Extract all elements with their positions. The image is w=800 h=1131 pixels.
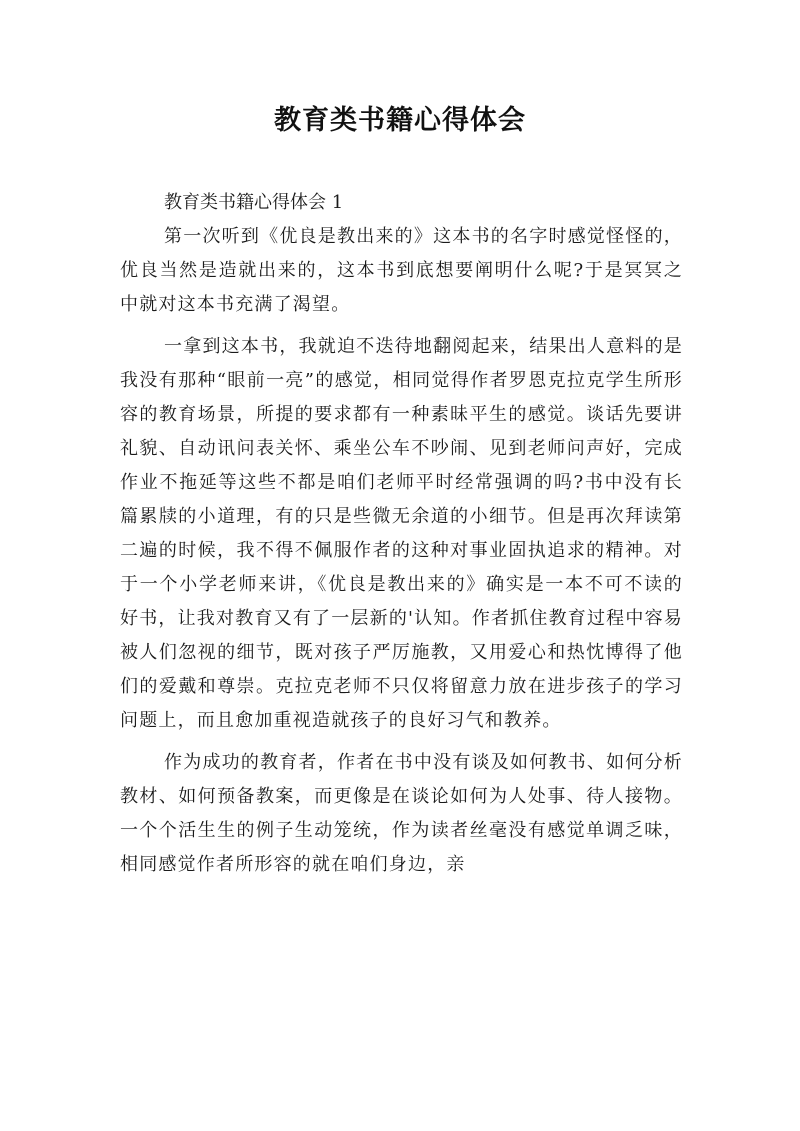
- document-title: 教育类书籍心得体会: [274, 105, 526, 136]
- document-body: [120, 186, 683, 882]
- section-heading: 教育类书籍心得体会 1: [164, 192, 344, 213]
- paragraph-3: 作为成功的教育者，作者在书中没有谈及如何教书、如何分析教材、如何预备教案，而更像是在谈论如何为人处事、待人接物。一个个活生生的例子生动笼统，作为读者丝毫没有感觉单调乏味，相同感觉作者所形容的就在咱们身边，亲: [120, 752, 683, 875]
- paragraph-2: 一拿到这本书，我就迫不迭待地翻阅起来，结果出人意料的是我没有那种“眼前一亮”的感觉，相同觉得作者罗恩克拉克学生所形容的教育场景，所提的要求都有一种素昧平生的感觉。谈话先要讲礼貌、自动讯问表关怀、乘坐公车不吵闹、见到老师问声好，完成作业不拖延等这些不都是咱们老师平时经常强调的吗?书中没有长篇累牍的小道理，有的只是些微无余道的小细节。但是再次拜读第二遍的时候，我不得不佩服作者的这种对事业固执追求的精神。对于一个小学老师来讲，《优良是教出来的》确实是一本不可不读的好书，让我对教育又有了一层新的'认知。作者抓住教育过程中容易被人们忽视的细节，既对孩子严厉施教，又用爱心和热忱博得了他们的爱戴和尊崇。克拉克老师不只仅将留意力放在进步孩子的学习问题上，而且愈加重视造就孩子的良好习气和教养。: [120, 336, 683, 731]
- paragraph-1: 第一次听到《优良是教出来的》这本书的名字时感觉怪怪的，优良当然是造就出来的，这本书到底想要阐明什么呢?于是冥冥之中就对这本书充满了渴望。: [120, 226, 683, 315]
